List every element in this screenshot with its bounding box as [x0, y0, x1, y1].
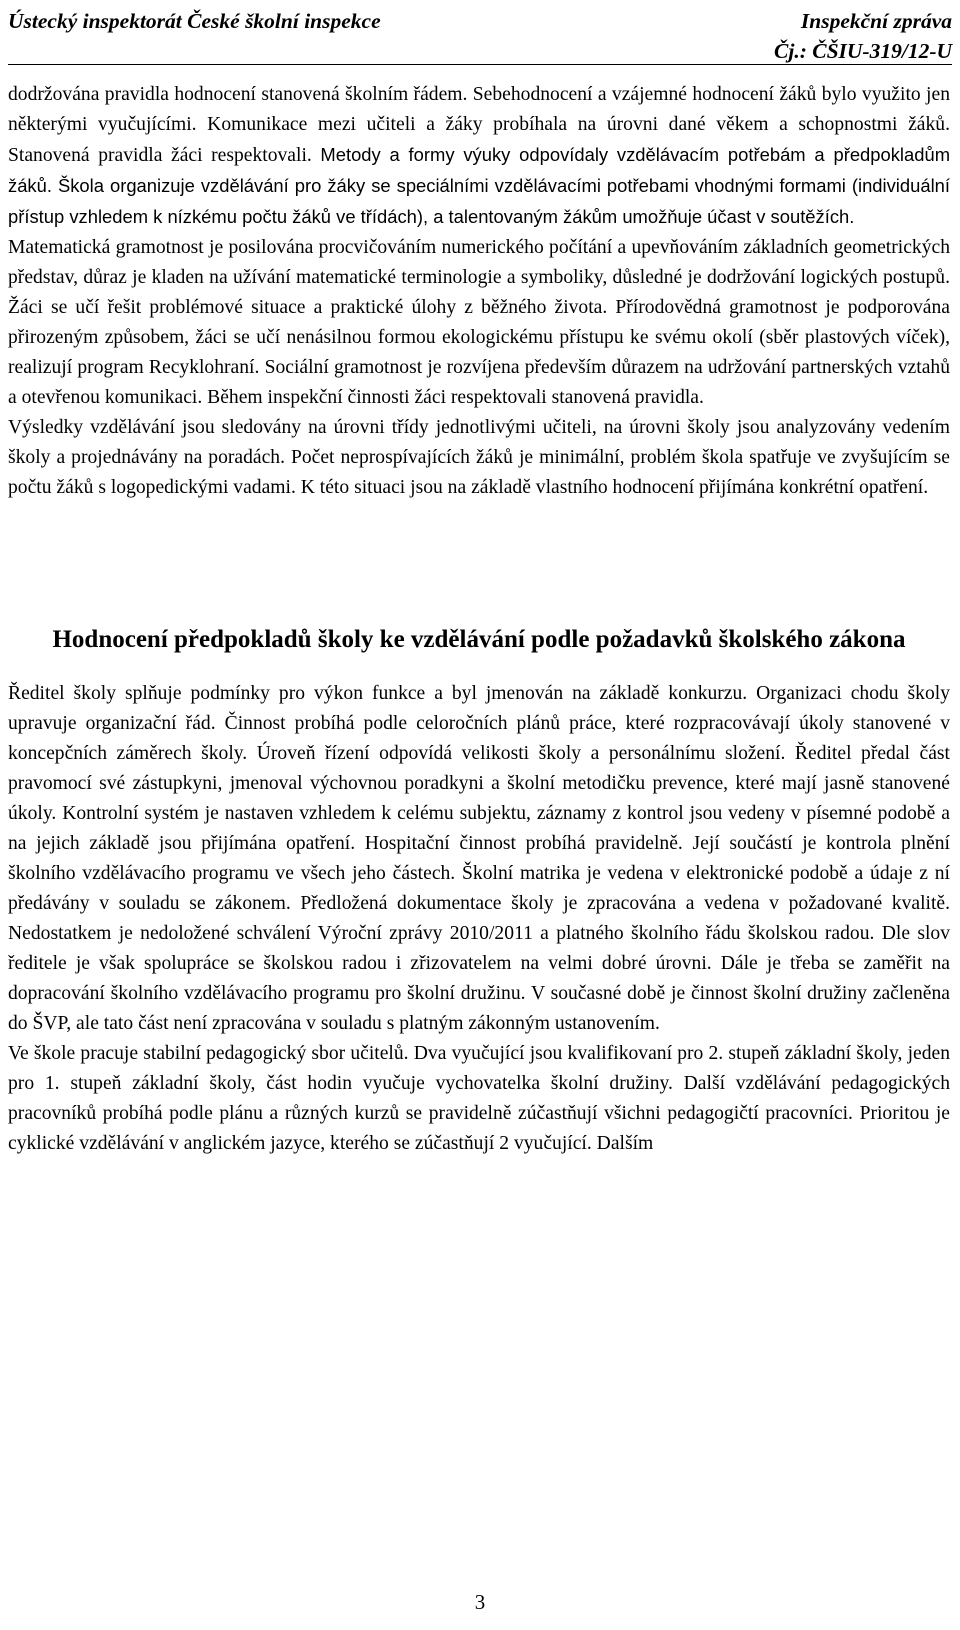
section-spacer [8, 503, 950, 621]
header-report-title: Inspekční zpráva [800, 9, 952, 33]
header-inspectorate: Ústecký inspektorát České školní inspekce [8, 9, 381, 33]
header-reference-number: Čj.: ČŠIU-319/12-U [774, 39, 952, 63]
paragraph-staff: Ve škole pracuje stabilní pedagogický sbor učitelů. Dva vyučující jsou kvalifikovaní pro 2. stupeň základní školy, jeden pro 1. stupeň základní školy, část hodin vyučuje vychovatelka školní družiny. Další vzdělávání pedagogických pracovníků probíhá podle plánu a různých kurzů se pravidelně zúčastňují všichni pedagogičtí pracovníci. Prioritou je cyklické vzdělávání v anglickém jazyce, kterého se zúčastňují 2 vyučující. Dalším [8, 1043, 950, 1154]
page-content [8, 80, 950, 1159]
paragraph-evaluation-sans: Metody a formy výuky odpovídaly vzdělávacím potřebám a předpokladům žáků. Škola organizuje vzdělávání pro žáky se speciálními vzdělávacími potřebami vhodnými formami (individuální přístup vzhledem k nízkému počtu žáků ve třídách), a talentovaným žákům umožňuje účast v soutěžích. [8, 144, 951, 227]
paragraph-evaluation-serif: dodržována pravidla hodnocení stanovená školním řádem. Sebehodnocení a vzájemné hodnocení žáků bylo využito jen některými vyučujícími. Komunikace mezi učiteli a žáky probíhala na úrovni dané věkem a schopnostmi žáků. Stanovená pravidla žáci respektovali. [8, 84, 950, 166]
section-heading: Hodnocení předpokladů školy ke vzdělávání podle požadavků školského zákona [52, 626, 906, 653]
header-report-info [774, 6, 952, 66]
paragraph-management: Ředitel školy splňuje podmínky pro výkon funkce a byl jmenován na základě konkurzu. Organizaci chodu školy upravuje organizační řád. Činnost probíhá podle celoročních plánů práce, které rozpracovávají úkoly stanovené v koncepčních záměrech školy. Úroveň řízení odpovídá velikosti školy a personálnímu složení. Ředitel předal část pravomocí své zástupkyni, jmenoval výchovnou poradkyni a školní metodičku prevence, které mají jasně stanovené úkoly. Kontrolní systém je nastaven vzhledem k celému subjektu, záznamy z kontrol jsou vedeny v písemné podobě a na jejich základě jsou přijímána opatření. Hospitační činnost probíhá pravidelně. Její součástí je kontrola plnění školního vzdělávacího programu ve všech jeho částech. Školní matrika je vedena v elektronické podobě a údaje z ní předávány v souladu se zákonem. Předložená dokumentace školy je zpracována a vedena v požadované kvalitě. Nedostatkem je nedoložené schválení Výroční zprávy 2010/2011 a platného školního řádu školskou radou. Dle slov ředitele je však spolupráce se školskou radou i zřizovatelem na velmi dobré úrovni. Dále je třeba se zaměřit na dopracování školního vzdělávacího programu pro školní družinu. V současné době je činnost školní družiny začleněna do ŠVP, ale tato část není zpracována v souladu s platným zákonným ustanovením. [8, 683, 950, 1034]
page-number: 3 [474, 1590, 486, 1614]
paragraph-results: Výsledky vzdělávání jsou sledovány na úrovni třídy jednotlivými učiteli, na úrovni školy jsou analyzovány vedením školy a projednávány na poradách. Počet neprospívajících žáků je minimální, problém škola spatřuje ve zvyšujícím se počtu žáků s logopedickými vadami. K této situaci jsou na základě vlastního hodnocení přijímána konkrétní opatření. [8, 417, 950, 498]
heading-spacer [8, 659, 950, 679]
paragraph-literacy: Matematická gramotnost je posilována procvičováním numerického počítání a upevňováním základních geometrických představ, důraz je kladen na užívání matematické terminologie a symboliky, důsledné je dodržování logických postupů. Žáci se učí řešit problémové situace a praktické úlohy z běžného života. Přírodovědná gramotnost je podporována přirozeným způsobem, žáci se učí nenásilnou formou ekologickému přístupu ke svému okolí (sběr plastových víček), realizují program Recyklohraní. Sociální gramotnost je rozvíjena především důrazem na udržování partnerských vztahů a otevřenou komunikaci. Během inspekční činnosti žáci respektovali stanovená pravidla. [8, 237, 950, 408]
paragraph-evaluation [8, 80, 950, 233]
page-header [8, 4, 952, 65]
